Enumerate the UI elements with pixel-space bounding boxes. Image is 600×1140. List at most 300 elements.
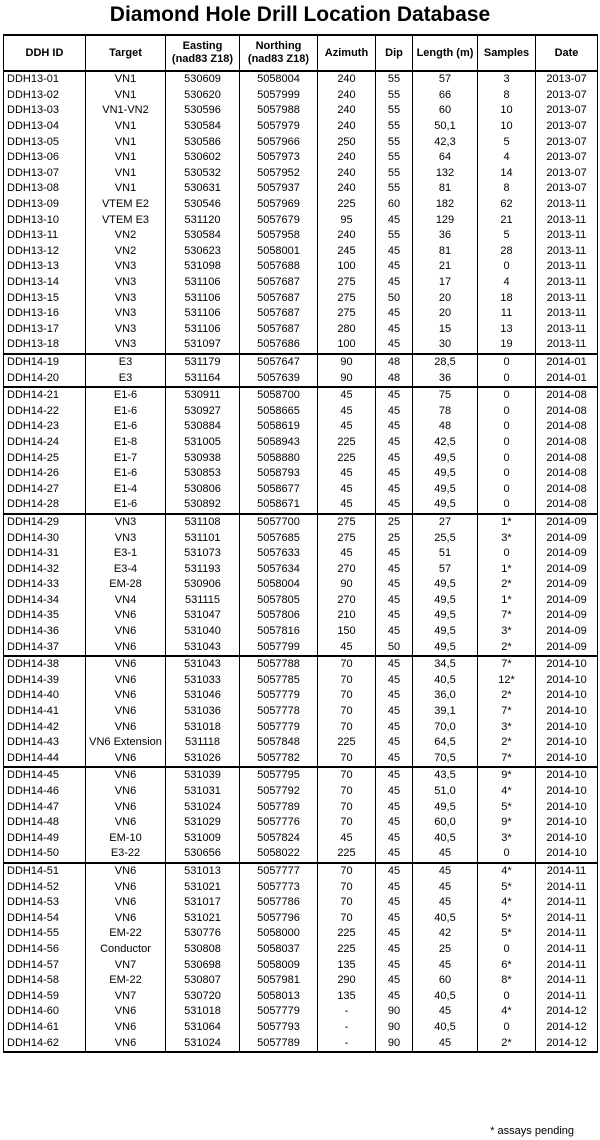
table-cell: 7* bbox=[478, 704, 536, 720]
table-cell: 531101 bbox=[166, 530, 240, 546]
table-row bbox=[4, 577, 598, 593]
table-cell: VN1 bbox=[86, 134, 166, 150]
table-cell: 240 bbox=[318, 181, 376, 197]
table-cell: 275 bbox=[318, 290, 376, 306]
table-cell: 70,5 bbox=[413, 751, 478, 768]
table-cell: VN1 bbox=[86, 181, 166, 197]
table-cell: 275 bbox=[318, 306, 376, 322]
table-cell: 70 bbox=[318, 895, 376, 911]
table-cell: DDH13-18 bbox=[4, 337, 86, 354]
table-cell: 245 bbox=[318, 244, 376, 260]
table-cell: 45 bbox=[413, 1004, 478, 1020]
table-cell: 13 bbox=[478, 322, 536, 338]
table-cell: 0 bbox=[478, 403, 536, 419]
table-cell: E1-4 bbox=[86, 481, 166, 497]
table-cell: 5058671 bbox=[240, 497, 318, 514]
table-cell: E1-6 bbox=[86, 403, 166, 419]
table-cell: VTEM E2 bbox=[86, 197, 166, 213]
table-cell: 225 bbox=[318, 735, 376, 751]
table-cell: 45 bbox=[376, 497, 413, 514]
table-cell: 5057981 bbox=[240, 973, 318, 989]
table-row bbox=[4, 228, 598, 244]
table-cell: 1* bbox=[478, 561, 536, 577]
table-cell: 49,5 bbox=[413, 639, 478, 656]
table-cell: 90 bbox=[376, 1035, 413, 1052]
table-cell: EM-10 bbox=[86, 831, 166, 847]
table-row bbox=[4, 403, 598, 419]
table-cell: 45 bbox=[376, 259, 413, 275]
table-cell: 5057779 bbox=[240, 719, 318, 735]
table-cell: 5057786 bbox=[240, 895, 318, 911]
table-cell: 5* bbox=[478, 799, 536, 815]
table-cell: E1-6 bbox=[86, 419, 166, 435]
table-cell: 2014-11 bbox=[536, 973, 598, 989]
table-cell: 531164 bbox=[166, 370, 240, 387]
table-cell: 182 bbox=[413, 197, 478, 213]
table-cell: 40,5 bbox=[413, 1020, 478, 1036]
table-cell: VN3 bbox=[86, 275, 166, 291]
table-cell: 2014-12 bbox=[536, 1004, 598, 1020]
table-cell: DDH13-02 bbox=[4, 88, 86, 104]
table-cell: 530807 bbox=[166, 973, 240, 989]
table-cell: DDH14-19 bbox=[4, 354, 86, 371]
table-cell: 531118 bbox=[166, 735, 240, 751]
table-cell: 5* bbox=[478, 910, 536, 926]
table-header-row bbox=[4, 35, 598, 71]
table-cell: 45 bbox=[376, 673, 413, 689]
table-cell: 5057816 bbox=[240, 624, 318, 640]
table-cell: 2013-11 bbox=[536, 228, 598, 244]
table-row bbox=[4, 514, 598, 531]
table-cell: 290 bbox=[318, 973, 376, 989]
table-cell: 7* bbox=[478, 751, 536, 768]
table-row bbox=[4, 419, 598, 435]
table-cell: 45 bbox=[376, 481, 413, 497]
table-cell: 5058700 bbox=[240, 387, 318, 404]
table-row bbox=[4, 751, 598, 768]
table-cell: 25,5 bbox=[413, 530, 478, 546]
table-cell: 45 bbox=[376, 337, 413, 354]
table-cell: 70 bbox=[318, 704, 376, 720]
table-cell: 5057785 bbox=[240, 673, 318, 689]
table-cell: 531040 bbox=[166, 624, 240, 640]
table-cell: DDH14-55 bbox=[4, 926, 86, 942]
table-cell: 55 bbox=[376, 119, 413, 135]
table-cell: 70 bbox=[318, 815, 376, 831]
table-cell: 45 bbox=[413, 879, 478, 895]
table-cell: DDH14-42 bbox=[4, 719, 86, 735]
table-cell: 40,5 bbox=[413, 831, 478, 847]
table-cell: 2013-11 bbox=[536, 322, 598, 338]
table-cell: DDH14-32 bbox=[4, 561, 86, 577]
table-cell: 5057639 bbox=[240, 370, 318, 387]
table-row bbox=[4, 831, 598, 847]
table-cell: VN1 bbox=[86, 88, 166, 104]
table-cell: 0 bbox=[478, 259, 536, 275]
table-cell: 45 bbox=[376, 879, 413, 895]
table-cell: 5058677 bbox=[240, 481, 318, 497]
table-cell: VN6 bbox=[86, 656, 166, 673]
table-cell: 250 bbox=[318, 134, 376, 150]
table-cell: 0 bbox=[478, 546, 536, 562]
table-cell: 49,5 bbox=[413, 481, 478, 497]
table-cell: 95 bbox=[318, 212, 376, 228]
table-cell: EM-22 bbox=[86, 973, 166, 989]
table-cell: 64 bbox=[413, 150, 478, 166]
column-header: Easting (nad83 Z18) bbox=[166, 35, 240, 71]
table-row bbox=[4, 988, 598, 1004]
table-cell: 531021 bbox=[166, 879, 240, 895]
table-cell: 45 bbox=[376, 577, 413, 593]
table-cell: VN6 bbox=[86, 799, 166, 815]
table-cell: DDH14-27 bbox=[4, 481, 86, 497]
table-body bbox=[4, 71, 598, 1052]
table-cell: 530602 bbox=[166, 150, 240, 166]
table-cell: VN7 bbox=[86, 988, 166, 1004]
table-row bbox=[4, 704, 598, 720]
table-row bbox=[4, 561, 598, 577]
table-cell: 45 bbox=[376, 435, 413, 451]
table-row bbox=[4, 639, 598, 656]
table-cell: 49,5 bbox=[413, 799, 478, 815]
table-cell: 0 bbox=[478, 419, 536, 435]
drill-location-table bbox=[3, 34, 598, 1053]
table-cell: 1* bbox=[478, 593, 536, 609]
table-cell: DDH14-46 bbox=[4, 784, 86, 800]
table-cell: 49,5 bbox=[413, 497, 478, 514]
table-cell: 2013-11 bbox=[536, 212, 598, 228]
table-row bbox=[4, 119, 598, 135]
table-cell: VN3 bbox=[86, 290, 166, 306]
table-cell: DDH14-54 bbox=[4, 910, 86, 926]
table-cell: 531024 bbox=[166, 799, 240, 815]
table-cell: 225 bbox=[318, 846, 376, 863]
table-cell: 2014-01 bbox=[536, 370, 598, 387]
table-cell: 531024 bbox=[166, 1035, 240, 1052]
table-cell: 45 bbox=[318, 546, 376, 562]
table-cell: 225 bbox=[318, 197, 376, 213]
table-cell: 55 bbox=[376, 150, 413, 166]
table-cell: 40,5 bbox=[413, 673, 478, 689]
table-cell: 5057773 bbox=[240, 879, 318, 895]
table-cell: VTEM E3 bbox=[86, 212, 166, 228]
table-cell: 5058665 bbox=[240, 403, 318, 419]
table-row bbox=[4, 593, 598, 609]
table-cell: 5057799 bbox=[240, 639, 318, 656]
table-cell: 4* bbox=[478, 784, 536, 800]
table-cell: 2014-08 bbox=[536, 450, 598, 466]
table-cell: DDH14-23 bbox=[4, 419, 86, 435]
table-cell: 55 bbox=[376, 166, 413, 182]
table-cell: 2014-08 bbox=[536, 403, 598, 419]
table-cell: 8 bbox=[478, 181, 536, 197]
table-cell: 5057634 bbox=[240, 561, 318, 577]
table-cell: 2014-09 bbox=[536, 577, 598, 593]
table-cell: DDH14-53 bbox=[4, 895, 86, 911]
table-cell: 5057793 bbox=[240, 1020, 318, 1036]
table-cell: VN6 bbox=[86, 815, 166, 831]
table-cell: 100 bbox=[318, 259, 376, 275]
table-cell: 2014-09 bbox=[536, 514, 598, 531]
column-header: Northing (nad83 Z18) bbox=[240, 35, 318, 71]
table-cell: VN3 bbox=[86, 306, 166, 322]
table-cell: 135 bbox=[318, 957, 376, 973]
table-cell: 2014-11 bbox=[536, 926, 598, 942]
table-cell: 5057966 bbox=[240, 134, 318, 150]
table-cell: 5058000 bbox=[240, 926, 318, 942]
table-row bbox=[4, 926, 598, 942]
table-cell: 5057700 bbox=[240, 514, 318, 531]
table-cell: 2013-07 bbox=[536, 181, 598, 197]
table-cell: 11 bbox=[478, 306, 536, 322]
table-row bbox=[4, 212, 598, 228]
table-cell: 530596 bbox=[166, 103, 240, 119]
table-row bbox=[4, 103, 598, 119]
table-cell: VN2 bbox=[86, 244, 166, 260]
table-row bbox=[4, 1035, 598, 1052]
table-cell: 5057778 bbox=[240, 704, 318, 720]
table-cell: VN6 bbox=[86, 639, 166, 656]
table-cell: 30 bbox=[413, 337, 478, 354]
column-header: Length (m) bbox=[413, 35, 478, 71]
table-cell: VN3 bbox=[86, 337, 166, 354]
table-cell: E3-22 bbox=[86, 846, 166, 863]
table-cell: VN6 bbox=[86, 1035, 166, 1052]
table-cell: DDH14-56 bbox=[4, 942, 86, 958]
table-cell: 2013-11 bbox=[536, 337, 598, 354]
table-row bbox=[4, 895, 598, 911]
table-cell: DDH14-21 bbox=[4, 387, 86, 404]
table-cell: 60 bbox=[376, 197, 413, 213]
table-cell: DDH13-06 bbox=[4, 150, 86, 166]
table-row bbox=[4, 435, 598, 451]
table-row bbox=[4, 497, 598, 514]
table-cell: 5058880 bbox=[240, 450, 318, 466]
table-cell: 5058013 bbox=[240, 988, 318, 1004]
table-cell: 2014-10 bbox=[536, 735, 598, 751]
table-cell: 2014-09 bbox=[536, 639, 598, 656]
table-cell: 5057979 bbox=[240, 119, 318, 135]
table-cell: 81 bbox=[413, 244, 478, 260]
table-cell: 5057679 bbox=[240, 212, 318, 228]
table-cell: 18 bbox=[478, 290, 536, 306]
table-cell: 530853 bbox=[166, 466, 240, 482]
table-cell: 225 bbox=[318, 435, 376, 451]
table-cell: E3-4 bbox=[86, 561, 166, 577]
table-cell: DDH14-35 bbox=[4, 608, 86, 624]
table-cell: VN1 bbox=[86, 119, 166, 135]
table-cell: 240 bbox=[318, 88, 376, 104]
table-cell: 10 bbox=[478, 103, 536, 119]
table-cell: VN6 bbox=[86, 673, 166, 689]
table-cell: 5058001 bbox=[240, 244, 318, 260]
table-cell: E1-6 bbox=[86, 466, 166, 482]
table-cell: DDH14-50 bbox=[4, 846, 86, 863]
table-cell: DDH13-10 bbox=[4, 212, 86, 228]
table-cell: 4* bbox=[478, 863, 536, 880]
table-cell: DDH14-43 bbox=[4, 735, 86, 751]
table-cell: 45 bbox=[376, 926, 413, 942]
table-cell: VN6 bbox=[86, 624, 166, 640]
table-cell: 530698 bbox=[166, 957, 240, 973]
table-cell: 531115 bbox=[166, 593, 240, 609]
table-cell: 60 bbox=[413, 103, 478, 119]
table-cell: 0 bbox=[478, 1020, 536, 1036]
table-cell: 2014-10 bbox=[536, 799, 598, 815]
table-cell: 45 bbox=[318, 831, 376, 847]
table-cell: 531009 bbox=[166, 831, 240, 847]
table-cell: 5* bbox=[478, 926, 536, 942]
table-cell: 5* bbox=[478, 879, 536, 895]
table-cell: DDH13-01 bbox=[4, 71, 86, 88]
table-cell: 45 bbox=[413, 957, 478, 973]
table-cell: 45 bbox=[376, 624, 413, 640]
table-cell: 2013-07 bbox=[536, 119, 598, 135]
table-cell: 28,5 bbox=[413, 354, 478, 371]
table-cell: - bbox=[318, 1035, 376, 1052]
table-cell: 50 bbox=[376, 639, 413, 656]
table-cell: 2014-09 bbox=[536, 624, 598, 640]
table-cell: 2014-09 bbox=[536, 561, 598, 577]
table-row bbox=[4, 275, 598, 291]
table-cell: 531106 bbox=[166, 306, 240, 322]
table-cell: 9* bbox=[478, 767, 536, 784]
table-cell: 45 bbox=[376, 784, 413, 800]
table-cell: 5057824 bbox=[240, 831, 318, 847]
table-cell: 275 bbox=[318, 275, 376, 291]
table-cell: 43,5 bbox=[413, 767, 478, 784]
table-cell: 100 bbox=[318, 337, 376, 354]
table-cell: 60 bbox=[413, 973, 478, 989]
table-cell: E1-6 bbox=[86, 497, 166, 514]
table-cell: 530584 bbox=[166, 119, 240, 135]
table-cell: 45 bbox=[413, 846, 478, 863]
table-cell: 2013-11 bbox=[536, 197, 598, 213]
table-cell: 2014-11 bbox=[536, 988, 598, 1004]
table-cell: 57 bbox=[413, 561, 478, 577]
table-cell: 2014-08 bbox=[536, 481, 598, 497]
table-cell: DDH14-51 bbox=[4, 863, 86, 880]
table-cell: 45 bbox=[413, 863, 478, 880]
table-cell: 2* bbox=[478, 577, 536, 593]
table-cell: 20 bbox=[413, 290, 478, 306]
table-row bbox=[4, 957, 598, 973]
table-cell: 5057999 bbox=[240, 88, 318, 104]
table-cell: 5058037 bbox=[240, 942, 318, 958]
table-cell: 210 bbox=[318, 608, 376, 624]
table-cell: 45 bbox=[376, 910, 413, 926]
table-cell: 45 bbox=[376, 735, 413, 751]
table-row bbox=[4, 656, 598, 673]
table-cell: 531017 bbox=[166, 895, 240, 911]
table-row bbox=[4, 150, 598, 166]
table-row bbox=[4, 259, 598, 275]
table-cell: VN6 bbox=[86, 784, 166, 800]
table-cell: 2* bbox=[478, 735, 536, 751]
table-cell: DDH14-57 bbox=[4, 957, 86, 973]
table-cell: 2014-10 bbox=[536, 846, 598, 863]
table-row bbox=[4, 181, 598, 197]
table-cell: 45 bbox=[376, 593, 413, 609]
table-cell: 64,5 bbox=[413, 735, 478, 751]
table-row bbox=[4, 799, 598, 815]
table-cell: 129 bbox=[413, 212, 478, 228]
table-cell: 49,5 bbox=[413, 608, 478, 624]
table-cell: 2014-10 bbox=[536, 704, 598, 720]
table-row bbox=[4, 879, 598, 895]
table-cell: 530884 bbox=[166, 419, 240, 435]
table-row bbox=[4, 337, 598, 354]
table-cell: 57 bbox=[413, 71, 478, 88]
table-cell: 45 bbox=[376, 863, 413, 880]
table-cell: 2013-07 bbox=[536, 103, 598, 119]
table-cell: 225 bbox=[318, 942, 376, 958]
table-cell: 48 bbox=[413, 419, 478, 435]
table-row bbox=[4, 322, 598, 338]
table-cell: 45 bbox=[376, 815, 413, 831]
table-cell: VN6 bbox=[86, 879, 166, 895]
table-cell: 2013-11 bbox=[536, 275, 598, 291]
table-cell: 39,1 bbox=[413, 704, 478, 720]
table-row bbox=[4, 624, 598, 640]
table-cell: VN1 bbox=[86, 71, 166, 88]
table-cell: DDH14-47 bbox=[4, 799, 86, 815]
table-cell: 4 bbox=[478, 150, 536, 166]
table-row bbox=[4, 466, 598, 482]
table-cell: 70,0 bbox=[413, 719, 478, 735]
table-cell: 2014-10 bbox=[536, 719, 598, 735]
table-cell: 70 bbox=[318, 910, 376, 926]
table-cell: 5 bbox=[478, 134, 536, 150]
table-cell: DDH14-60 bbox=[4, 1004, 86, 1020]
table-cell: 4* bbox=[478, 1004, 536, 1020]
table-cell: 81 bbox=[413, 181, 478, 197]
table-row bbox=[4, 290, 598, 306]
table-cell: 19 bbox=[478, 337, 536, 354]
table-cell: DDH14-37 bbox=[4, 639, 86, 656]
table-cell: 2014-11 bbox=[536, 910, 598, 926]
table-cell: 2014-09 bbox=[536, 530, 598, 546]
table-cell: 3* bbox=[478, 530, 536, 546]
table-cell: DDH13-07 bbox=[4, 166, 86, 182]
table-cell: DDH14-34 bbox=[4, 593, 86, 609]
table-cell: 70 bbox=[318, 688, 376, 704]
table-cell: 90 bbox=[318, 354, 376, 371]
table-cell: 2014-12 bbox=[536, 1035, 598, 1052]
table-cell: 530927 bbox=[166, 403, 240, 419]
table-row bbox=[4, 481, 598, 497]
table-cell: 90 bbox=[376, 1020, 413, 1036]
table-cell: 531031 bbox=[166, 784, 240, 800]
table-cell: VN6 bbox=[86, 895, 166, 911]
table-cell: 49,5 bbox=[413, 466, 478, 482]
table-cell: 7* bbox=[478, 608, 536, 624]
table-cell: VN3 bbox=[86, 530, 166, 546]
table-cell: 49,5 bbox=[413, 450, 478, 466]
table-cell: 2014-11 bbox=[536, 863, 598, 880]
table-cell: 40,5 bbox=[413, 910, 478, 926]
table-cell: 2014-10 bbox=[536, 656, 598, 673]
table-cell: 7* bbox=[478, 656, 536, 673]
table-cell: 531033 bbox=[166, 673, 240, 689]
table-cell: 1* bbox=[478, 514, 536, 531]
table-cell: VN1-VN2 bbox=[86, 103, 166, 119]
table-cell: DDH14-22 bbox=[4, 403, 86, 419]
table-cell: 0 bbox=[478, 942, 536, 958]
table-row bbox=[4, 973, 598, 989]
table-cell: 50 bbox=[376, 290, 413, 306]
table-cell: DDH14-31 bbox=[4, 546, 86, 562]
